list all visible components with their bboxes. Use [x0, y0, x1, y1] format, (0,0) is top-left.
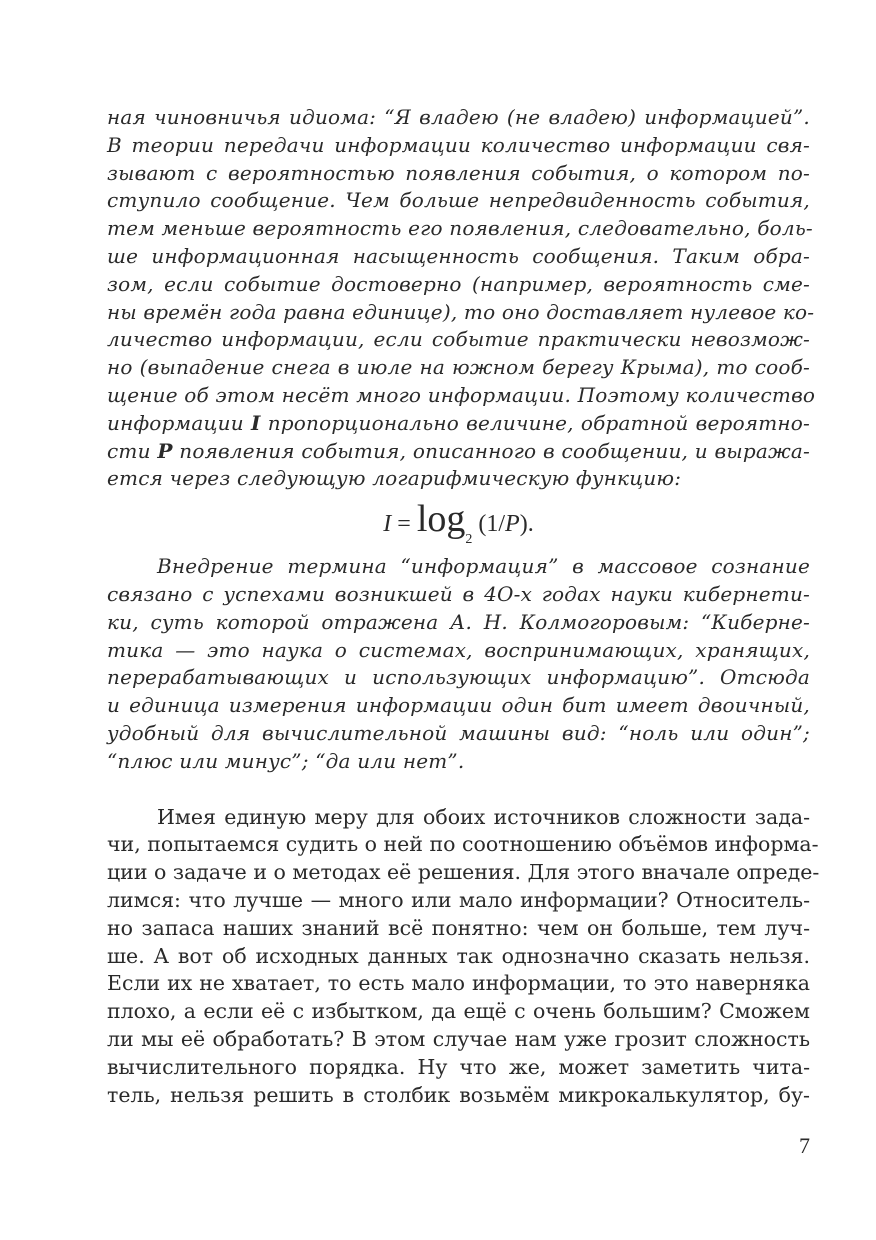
text-line: “плюс или минус”; “да или нет”. [107, 748, 465, 773]
text-line: тика — это наука о системах, воспринимающих, хранящих, [107, 637, 810, 662]
text-line: тем меньше вероятность его появления, следовательно, боль- [107, 216, 813, 241]
text-line [107, 410, 810, 438]
text-line: связано с успехами возникшей в 4О-х годах науки кибернети- [107, 581, 810, 606]
italic-paragraph-1 [107, 104, 816, 493]
text-line: Имея единую меру для обоих источников сложности зада- [157, 804, 810, 829]
variable-p: P [157, 438, 173, 463]
text-line [107, 438, 810, 466]
italic-paragraph-2 [107, 553, 810, 775]
text-line: ется через следующую логарифмическую функцию: [107, 466, 682, 491]
formula-open: (1/ [478, 511, 506, 538]
variable-i: I [250, 410, 261, 435]
text-line: В теории передачи информации количество информации свя- [107, 132, 810, 157]
formula-log: log [416, 498, 466, 541]
text-fragment: информации [107, 410, 251, 435]
text-line: тель, нельзя решить в столбик возьмём микрокалькулятор, бу- [107, 1082, 810, 1107]
text-line: чи, попытаемся судить о ней по соотношению объёмов информа- [107, 832, 819, 857]
text-fragment: появления события, описанного в сообщении, и выража- [172, 438, 810, 463]
text-line: зывают с вероятностью появления события, о котором по- [107, 160, 810, 185]
formula-arg: P [505, 511, 520, 538]
page-body [107, 104, 820, 1109]
text-line: ступило сообщение. Чем больше непредвиденность события, [107, 188, 810, 213]
text-line: ли мы её обработать? В этом случае нам уже грозит сложность [107, 1026, 810, 1051]
text-line: лимся: что лучше — много или мало информации? Относитель- [107, 887, 810, 912]
formula-base: 2 [465, 532, 473, 548]
text-line: вычислительного порядка. Ну что же, может заметить чита- [107, 1054, 810, 1079]
text-line: ше информационная насыщенность сообщения. Таким обра- [107, 243, 810, 268]
text-line: ше. А вот об исходных данных так однозначно сказать нельзя. [107, 943, 810, 968]
text-line: но запаса наших знаний всё понятно: чем он больше, тем луч- [107, 915, 810, 940]
text-line: ны времён года равна единице), то оно доставляет нулевое ко- [107, 299, 815, 324]
text-line: ции о задаче и о методах её решения. Для этого вначале опреде- [107, 860, 820, 885]
formula-close: ). [519, 511, 534, 538]
text-line: личество информации, если событие практически невозмож- [107, 327, 810, 352]
text-line: удобный для вычислительной машины вид: “ноль или один”; [107, 720, 810, 745]
formula-lhs: I [383, 511, 392, 538]
text-line: щение об этом несёт много информации. Поэтому количество [107, 382, 816, 407]
text-line: зом, если событие достоверно (например, вероятность сме- [107, 271, 810, 296]
text-line: и единица измерения информации один бит имеет двоичный, [107, 693, 810, 718]
text-line: но (выпадение снега в июле на южном берегу Крыма), то сооб- [107, 355, 810, 380]
text-line: ная чиновничья идиома: “Я владею (не владею) информацией”. [107, 105, 810, 129]
text-fragment: пропорционально величине, обратной вероятно- [260, 410, 810, 435]
body-paragraph [107, 804, 820, 1110]
text-line: плохо, а если её с избытком, да ещё с очень большим? Сможем [107, 999, 810, 1024]
text-line: ки, суть которой отражена А. Н. Колмогоровым: “Киберне- [107, 609, 810, 634]
text-line: Внедрение термина “информация” в массовое сознание [157, 554, 810, 579]
text-line: перерабатывающих и использующих информацию”. Отсюда [107, 665, 810, 690]
formula [107, 495, 810, 553]
page-number: 7 [799, 1133, 810, 1158]
text-fragment: сти [107, 438, 158, 463]
paragraph-gap [107, 776, 810, 804]
formula-equals: = [397, 511, 411, 538]
text-line: Если их не хватает, то есть мало информации, то это наверняка [107, 971, 810, 996]
